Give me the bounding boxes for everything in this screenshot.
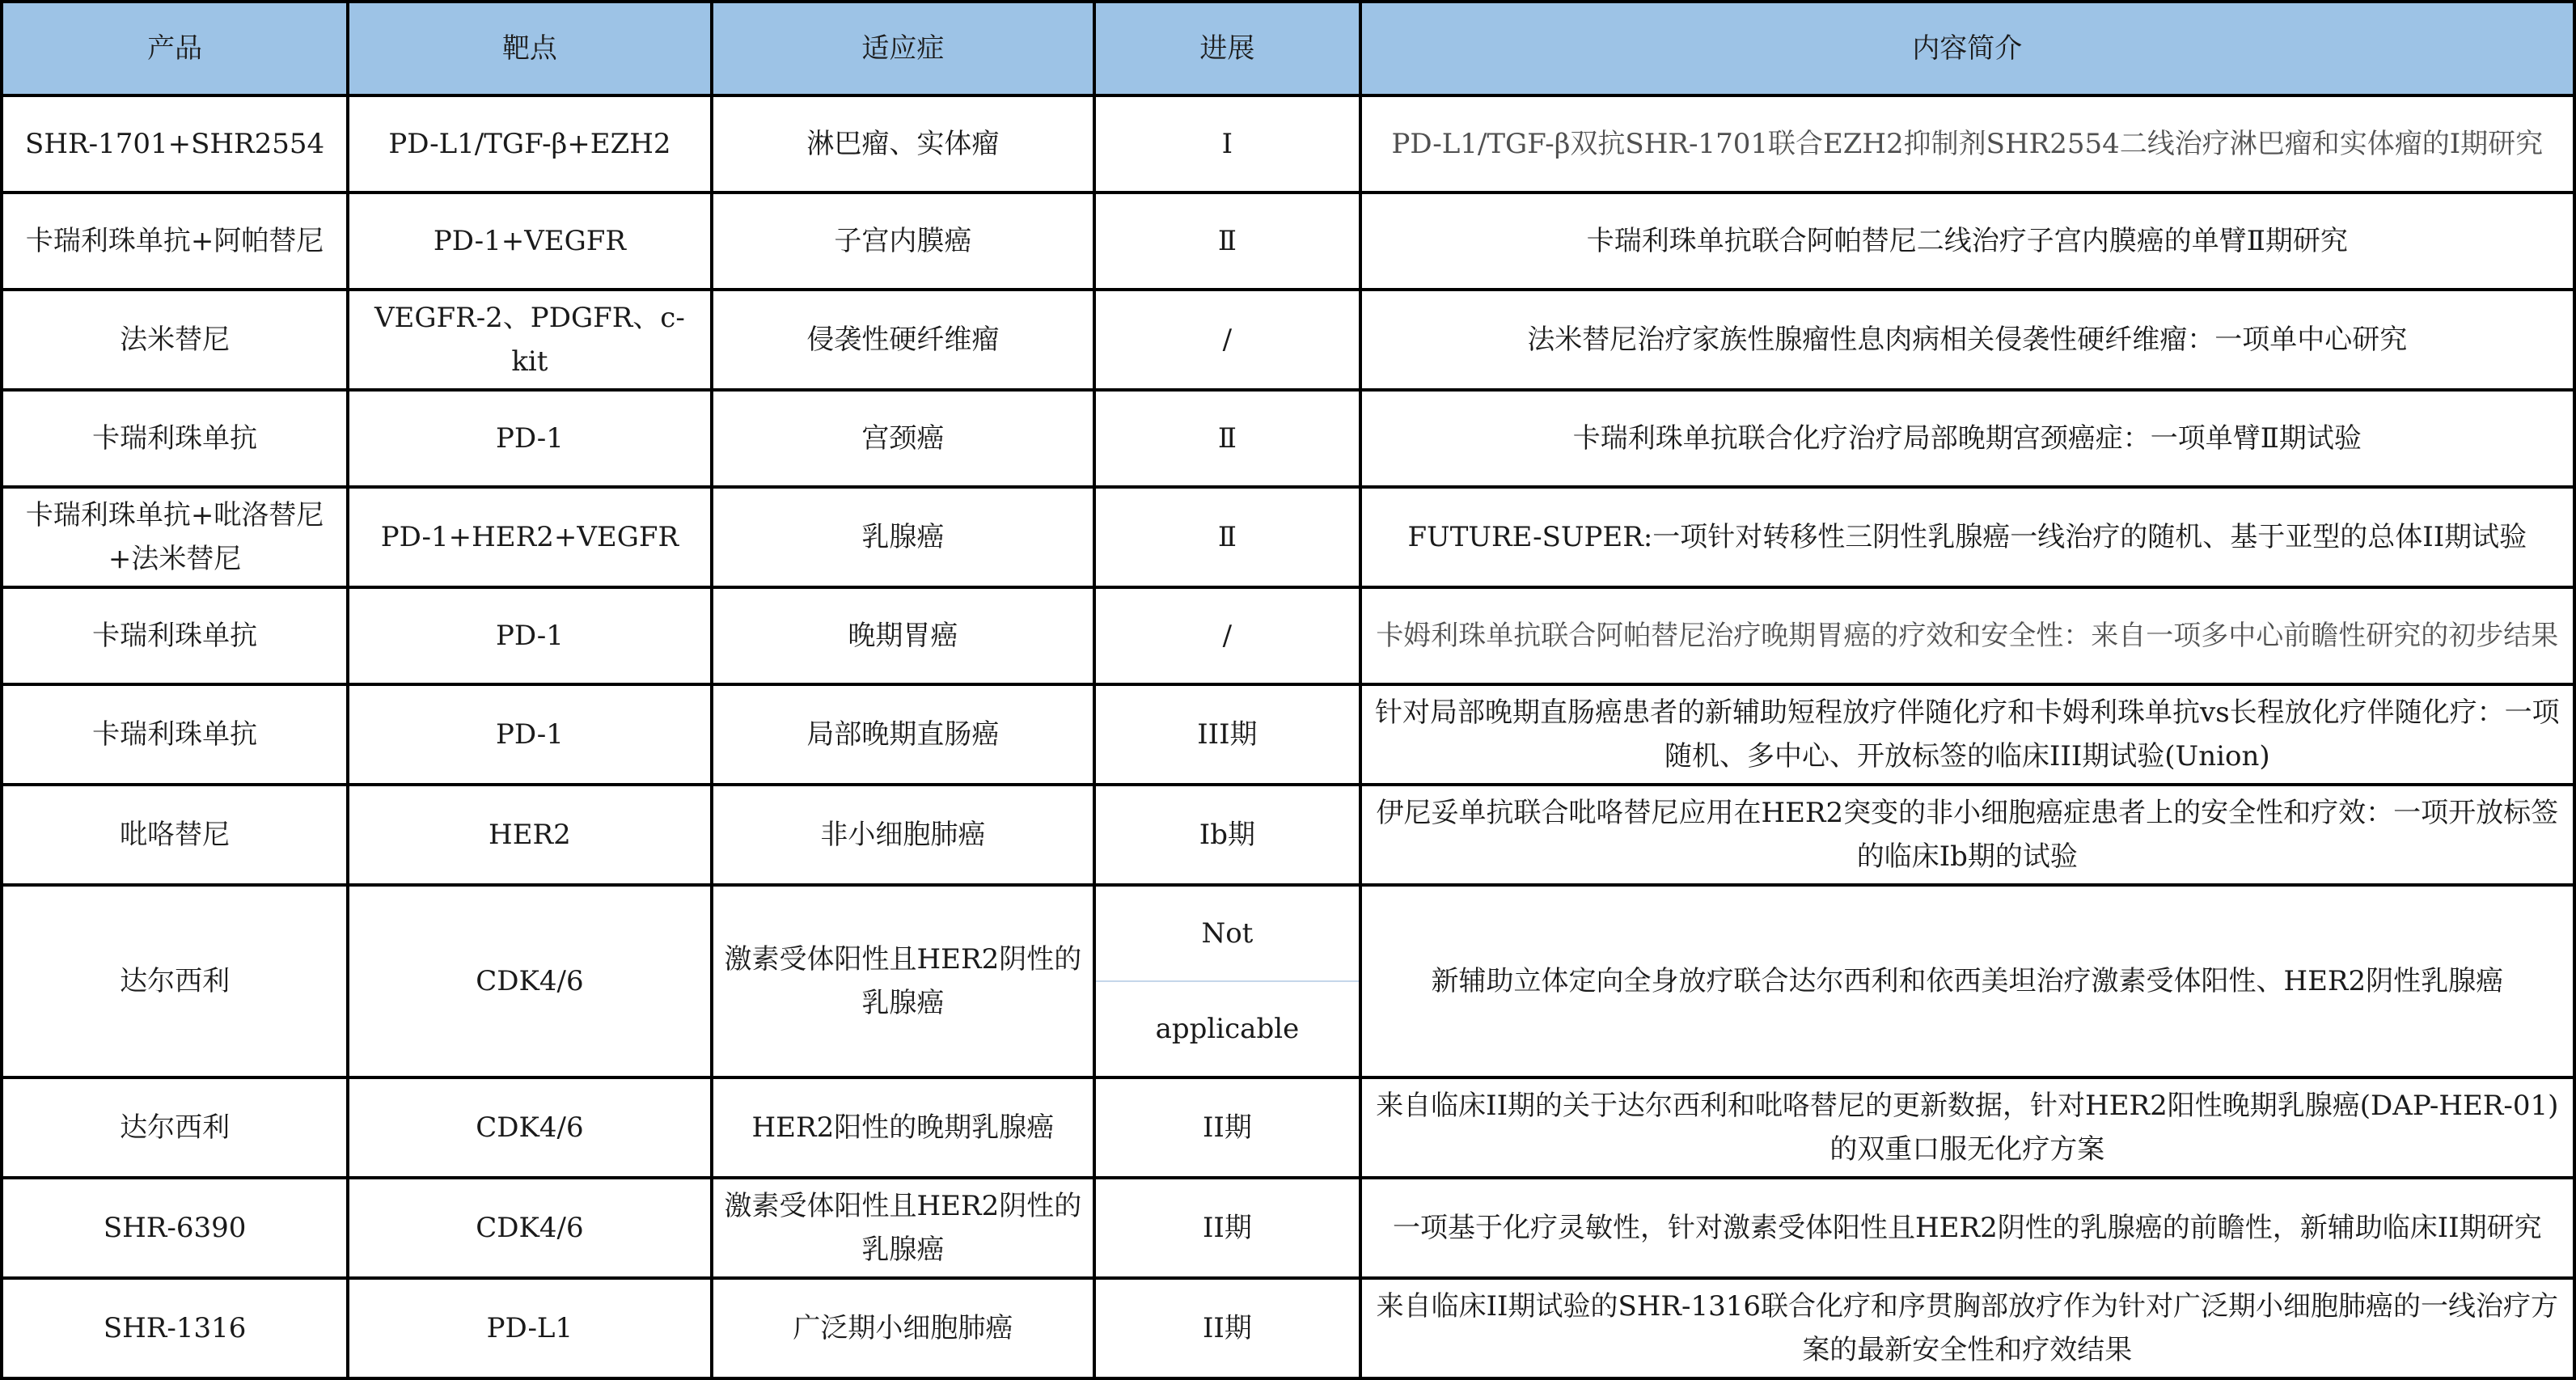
cell-target: VEGFR-2、PDGFR、c-kit <box>348 290 711 390</box>
table-row <box>2 1278 2574 1378</box>
cell-product: 达尔西利 <box>2 1077 348 1178</box>
header-description: 内容简介 <box>1360 2 2574 95</box>
cell-product: SHR-1701+SHR2554 <box>2 95 348 193</box>
cell-target: PD-1+HER2+VEGFR <box>348 487 711 587</box>
table-row <box>2 487 2574 587</box>
cell-target: PD-1 <box>348 684 711 785</box>
cell-product: SHR-1316 <box>2 1278 348 1378</box>
table-row <box>2 193 2574 290</box>
cell-indication: 子宫内膜癌 <box>712 193 1095 290</box>
cell-phase: Ⅰ <box>1094 95 1360 193</box>
table-row <box>2 785 2574 885</box>
cell-description: 伊尼妥单抗联合吡咯替尼应用在HER2突变的非小细胞癌症患者上的安全性和疗效：一项开放标签的临床Ib期的试验 <box>1360 785 2574 885</box>
cell-target: CDK4/6 <box>348 1077 711 1178</box>
table-row <box>2 290 2574 390</box>
cell-indication: 激素受体阳性且HER2阴性的乳腺癌 <box>712 1178 1095 1278</box>
cell-phase: II期 <box>1094 1278 1360 1378</box>
table-row <box>2 684 2574 785</box>
cell-phase: Ⅱ <box>1094 193 1360 290</box>
cell-description: 卡瑞利珠单抗联合化疗治疗局部晚期宫颈癌症：一项单臂Ⅱ期试验 <box>1360 390 2574 487</box>
cell-indication: 广泛期小细胞肺癌 <box>712 1278 1095 1378</box>
cell-product: 法米替尼 <box>2 290 348 390</box>
cell-target: HER2 <box>348 785 711 885</box>
cell-target: PD-L1 <box>348 1278 711 1378</box>
cell-product: 卡瑞利珠单抗 <box>2 390 348 487</box>
cell-description: 针对局部晚期直肠癌患者的新辅助短程放疗伴随化疗和卡姆利珠单抗vs长程放化疗伴随化疗：一项随机、多中心、开放标签的临床III期试验(Union) <box>1360 684 2574 785</box>
cell-product: 卡瑞利珠单抗+阿帕替尼 <box>2 193 348 290</box>
cell-target: CDK4/6 <box>348 1178 711 1278</box>
header-phase: 进展 <box>1094 2 1360 95</box>
cell-description: PD-L1/TGF-β双抗SHR-1701联合EZH2抑制剂SHR2554二线治疗淋巴瘤和实体瘤的Ⅰ期研究 <box>1360 95 2574 193</box>
cell-description: 卡瑞利珠单抗联合阿帕替尼二线治疗子宫内膜癌的单臂Ⅱ期研究 <box>1360 193 2574 290</box>
cell-phase: / <box>1094 587 1360 684</box>
cell-product: 卡瑞利珠单抗 <box>2 587 348 684</box>
table-row <box>2 587 2574 684</box>
cell-phase: / <box>1094 290 1360 390</box>
header-row <box>2 2 2574 95</box>
cell-phase: Ib期 <box>1094 785 1360 885</box>
cell-description: 新辅助立体定向全身放疗联合达尔西利和依西美坦治疗激素受体阳性、HER2阴性乳腺癌 <box>1360 885 2574 1077</box>
cell-phase-bottom: applicable <box>1155 1013 1300 1045</box>
cell-indication: HER2阳性的晚期乳腺癌 <box>712 1077 1095 1178</box>
cell-product: 卡瑞利珠单抗+吡洛替尼+法米替尼 <box>2 487 348 587</box>
cell-description: 来自临床II期试验的SHR-1316联合化疗和序贯胸部放疗作为针对广泛期小细胞肺癌的一线治疗方案的最新安全性和疗效结果 <box>1360 1278 2574 1378</box>
cell-description: 来自临床II期的关于达尔西利和吡咯替尼的更新数据，针对HER2阳性晚期乳腺癌(DAP-HER-01)的双重口服无化疗方案 <box>1360 1077 2574 1178</box>
table-row <box>2 1077 2574 1178</box>
cell-indication: 非小细胞肺癌 <box>712 785 1095 885</box>
cell-indication: 晚期胃癌 <box>712 587 1095 684</box>
cell-indication: 局部晚期直肠癌 <box>712 684 1095 785</box>
cell-phase: III期 <box>1094 684 1360 785</box>
cell-target: PD-1 <box>348 390 711 487</box>
cell-description: FUTURE-SUPER:一项针对转移性三阴性乳腺癌一线治疗的随机、基于亚型的总体II期试验 <box>1360 487 2574 587</box>
table-row <box>2 1178 2574 1278</box>
header-target: 靶点 <box>348 2 711 95</box>
cell-product: 吡咯替尼 <box>2 785 348 885</box>
cell-description: 法米替尼治疗家族性腺瘤性息肉病相关侵袭性硬纤维瘤：一项单中心研究 <box>1360 290 2574 390</box>
cell-phase <box>1094 885 1360 1077</box>
cell-target: PD-L1/TGF-β+EZH2 <box>348 95 711 193</box>
cell-target: CDK4/6 <box>348 885 711 1077</box>
cell-phase: Ⅱ <box>1094 487 1360 587</box>
cell-description: 卡姆利珠单抗联合阿帕替尼治疗晚期胃癌的疗效和安全性：来自一项多中心前瞻性研究的初步结果 <box>1360 587 2574 684</box>
cell-indication: 宫颈癌 <box>712 390 1095 487</box>
cell-indication: 侵袭性硬纤维瘤 <box>712 290 1095 390</box>
cell-product: 达尔西利 <box>2 885 348 1077</box>
cell-description: 一项基于化疗灵敏性，针对激素受体阳性且HER2阴性的乳腺癌的前瞻性，新辅助临床II期研究 <box>1360 1178 2574 1278</box>
table-row <box>2 95 2574 193</box>
table-row <box>2 390 2574 487</box>
cell-indication: 乳腺癌 <box>712 487 1095 587</box>
cell-target: PD-1 <box>348 587 711 684</box>
header-indication: 适应症 <box>712 2 1095 95</box>
cell-phase: II期 <box>1094 1178 1360 1278</box>
table-row <box>2 885 2574 1077</box>
cell-product: SHR-6390 <box>2 1178 348 1278</box>
header-product: 产品 <box>2 2 348 95</box>
cell-product: 卡瑞利珠单抗 <box>2 684 348 785</box>
cell-phase-top: Not <box>1096 887 1358 982</box>
cell-indication: 淋巴瘤、实体瘤 <box>712 95 1095 193</box>
cell-phase: Ⅱ <box>1094 390 1360 487</box>
cell-phase: II期 <box>1094 1077 1360 1178</box>
cell-indication: 激素受体阳性且HER2阴性的乳腺癌 <box>712 885 1095 1077</box>
cell-target: PD-1+VEGFR <box>348 193 711 290</box>
